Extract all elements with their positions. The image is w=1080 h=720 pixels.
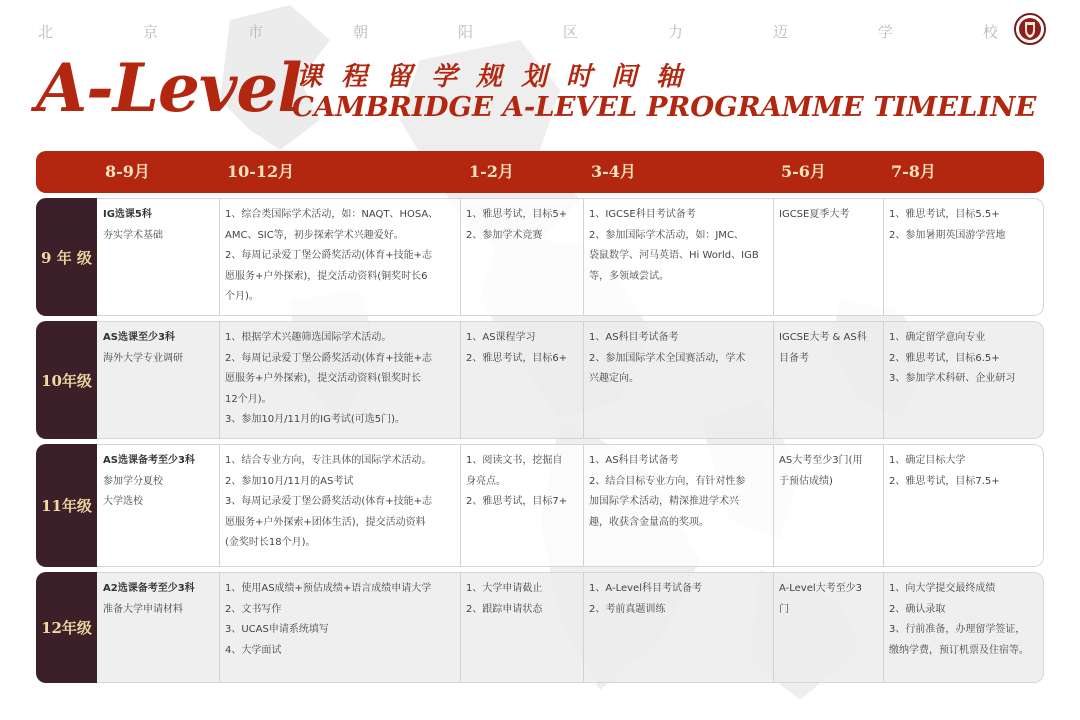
grade-label: 10年级 <box>36 321 97 439</box>
cell-line: 1、雅思考试，目标5+ <box>466 209 568 220</box>
cell-line: 趣，收获含金量高的奖项。 <box>589 516 709 528</box>
grade-row-9 <box>36 198 1044 316</box>
cell-line: 2、确认录取 <box>889 603 946 615</box>
cell-line: 4、大学面试 <box>225 644 282 656</box>
cell-line: 2、文书写作 <box>225 603 282 615</box>
cell-line: IGCSE大考 & AS科 <box>779 332 867 343</box>
cell-oct-dec <box>219 205 460 308</box>
cell-line: 缴纳学费，预订机票及住宿等。 <box>889 644 1029 656</box>
cell-aug-sep <box>97 205 219 246</box>
cell-line: 3、参加学术科研、企业研习 <box>889 373 1016 384</box>
cell-line: A-Level大考至少3 <box>779 583 862 594</box>
cell-line: 2、参加学术竞赛 <box>466 229 543 241</box>
cell-line: 1、A-Level科目考试备考 <box>589 583 702 594</box>
cell-oct-dec <box>219 579 460 661</box>
grade-label: 9 年 级 <box>36 198 97 316</box>
grade-label: 11年级 <box>36 444 97 567</box>
cell-line: 准备大学申请材料 <box>103 603 183 615</box>
school-name-char: 校 <box>982 22 998 41</box>
grade-row-10 <box>36 321 1044 439</box>
cell-line: 1、雅思考试，目标5.5+ <box>889 209 1000 220</box>
cell-mar-apr <box>583 451 773 533</box>
grade-row-11 <box>36 444 1044 567</box>
school-name-char: 区 <box>562 22 578 41</box>
cell-aug-sep <box>97 328 219 369</box>
grade-label: 12年级 <box>36 572 97 683</box>
cell-line: 2、每周记录爱丁堡公爵奖活动(体育+技能+志 <box>225 250 433 261</box>
cell-line: 2、参加国际学术全国赛活动，学术 <box>589 352 746 364</box>
cell-jan-feb <box>460 205 583 246</box>
title-en: CAMBRIDGE A-LEVEL PROGRAMME TIMELINE <box>292 91 1037 123</box>
cell-line: 愿服务+户外探索)，提交活动资料(银奖时长 <box>225 373 422 384</box>
cell-line: 门 <box>779 603 789 615</box>
cell-line: 1、阅读文书，挖掘自 <box>466 455 563 466</box>
cell-jan-feb <box>460 328 583 369</box>
cell-line: (金奖时长18个月)。 <box>225 537 316 548</box>
cell-title: AS选课备考至少3科 <box>103 455 195 466</box>
column-header: 10-12月 <box>227 162 295 181</box>
cell-line: 袋鼠数学、河马英语、Hi World、IGB <box>589 250 759 261</box>
cell-line: 1、使用AS成绩+预估成绩+语言成绩申请大学 <box>225 583 432 594</box>
cell-line: 3、UCAS申请系统填写 <box>225 624 329 635</box>
school-name-char: 市 <box>247 22 263 41</box>
cell-aug-sep <box>97 451 219 513</box>
cell-jan-feb <box>460 451 583 513</box>
column-header: 1-2月 <box>469 162 514 181</box>
title-main: A-Level <box>36 49 302 127</box>
grade-row-12 <box>36 572 1044 683</box>
school-name-char: 力 <box>667 22 683 41</box>
cell-title: AS选课至少3科 <box>103 332 175 343</box>
cell-line: 1、AS课程学习 <box>466 332 536 343</box>
school-name-char: 京 <box>142 22 158 41</box>
cell-line: 1、AS科目考试备考 <box>589 455 679 466</box>
cell-line: 2、参加10月/11月的AS考试 <box>225 475 354 487</box>
cell-may-jun <box>773 579 883 620</box>
row-panel <box>97 198 1044 316</box>
cell-line: 2、雅思考试，目标6+ <box>466 352 568 364</box>
cell-line: AS大考至少3门(用 <box>779 455 863 466</box>
cell-oct-dec <box>219 451 460 554</box>
cell-jan-feb <box>460 579 583 620</box>
cell-line: 3、参加10月/11月的IG考试(可选5门)。 <box>225 414 406 425</box>
month-header-bar <box>36 151 1044 193</box>
cell-line: 大学选校 <box>103 496 143 507</box>
cell-line: 2、结合目标专业方向，有针对性参 <box>589 475 746 487</box>
title-cn: 课程留学规划时间轴 <box>296 62 702 92</box>
cell-title: IG选课5科 <box>103 209 152 220</box>
cell-line: AMC、SIC等，初步探索学术兴趣爱好。 <box>225 229 404 241</box>
cell-line: 个月)。 <box>225 291 259 302</box>
school-name-line <box>38 16 998 46</box>
cell-line: 2、参加暑期英国游学营地 <box>889 229 1006 241</box>
title-block <box>36 49 1056 134</box>
cell-line: IGCSE夏季大考 <box>779 209 850 220</box>
cell-line: 3、行前准备，办理留学签证， <box>889 624 1026 635</box>
cell-line: 1、IGCSE科目考试备考 <box>589 209 696 220</box>
column-header: 8-9月 <box>105 162 150 181</box>
cell-line: 2、跟踪申请状态 <box>466 603 543 615</box>
cell-line: 2、每周记录爱丁堡公爵奖活动(体育+技能+志 <box>225 352 433 364</box>
cell-line: 1、AS科目考试备考 <box>589 332 679 343</box>
column-header: 7-8月 <box>891 162 936 181</box>
school-crest-icon <box>1014 13 1046 45</box>
cell-may-jun <box>773 205 883 226</box>
cell-line: 夯实学术基础 <box>103 229 163 241</box>
cell-line: 3、每周记录爱丁堡公爵奖活动(体育+技能+志 <box>225 496 433 507</box>
cell-line: 1、向大学提交最终成绩 <box>889 583 996 594</box>
cell-line: 目备考 <box>779 352 809 364</box>
row-panel <box>97 321 1044 439</box>
cell-line: 身亮点。 <box>466 475 506 487</box>
cell-line: 愿服务+户外探索)，提交活动资料(铜奖时长6 <box>225 270 428 282</box>
cell-mar-apr <box>583 328 773 390</box>
cell-jul-aug <box>883 328 1044 390</box>
cell-line: 1、根据学术兴趣筛选国际学术活动。 <box>225 332 392 343</box>
cell-mar-apr <box>583 205 773 287</box>
row-panel <box>97 444 1044 567</box>
cell-line: 参加学分夏校 <box>103 475 163 487</box>
cell-may-jun <box>773 328 883 369</box>
cell-line: 12个月)。 <box>225 393 272 405</box>
school-name-char: 迈 <box>772 22 788 41</box>
cell-line: 愿服务+户外探索+团体生活)，提交活动资料 <box>225 516 426 528</box>
row-panel <box>97 572 1044 683</box>
school-name-char: 阳 <box>457 22 473 41</box>
cell-line: 1、大学申请截止 <box>466 583 543 594</box>
cell-may-jun <box>773 451 883 492</box>
cell-title: A2选课备考至少3科 <box>103 583 195 594</box>
school-name-char: 学 <box>877 22 893 41</box>
cell-line: 1、综合类国际学术活动，如：NAQT、HOSA、 <box>225 209 439 220</box>
cell-jul-aug <box>883 205 1044 246</box>
cell-line: 2、考前真题训练 <box>589 603 666 615</box>
cell-line: 1、确定留学意向专业 <box>889 332 986 343</box>
cell-oct-dec <box>219 328 460 431</box>
cell-line: 2、参加国际学术活动，如：JMC、 <box>589 229 744 241</box>
cell-mar-apr <box>583 579 773 620</box>
column-header: 3-4月 <box>591 162 636 181</box>
cell-line: 2、雅思考试，目标7.5+ <box>889 475 1000 487</box>
cell-line: 加国际学术活动，精深推进学术兴 <box>589 496 739 507</box>
cell-line: 1、确定目标大学 <box>889 455 966 466</box>
cell-line: 2、雅思考试，目标6.5+ <box>889 352 1000 364</box>
column-header: 5-6月 <box>781 162 826 181</box>
cell-line: 海外大学专业调研 <box>103 352 183 364</box>
cell-line: 等，多领域尝试。 <box>589 270 669 282</box>
cell-jul-aug <box>883 579 1044 661</box>
cell-line: 于预估成绩) <box>779 475 833 487</box>
cell-line: 2、雅思考试，目标7+ <box>466 496 568 507</box>
cell-line: 兴趣定向。 <box>589 373 639 384</box>
school-name-char: 北 <box>38 22 54 41</box>
cell-aug-sep <box>97 579 219 620</box>
cell-jul-aug <box>883 451 1044 492</box>
school-name-char: 朝 <box>352 22 368 41</box>
cell-line: 1、结合专业方向，专注具体的国际学术活动。 <box>225 455 432 466</box>
